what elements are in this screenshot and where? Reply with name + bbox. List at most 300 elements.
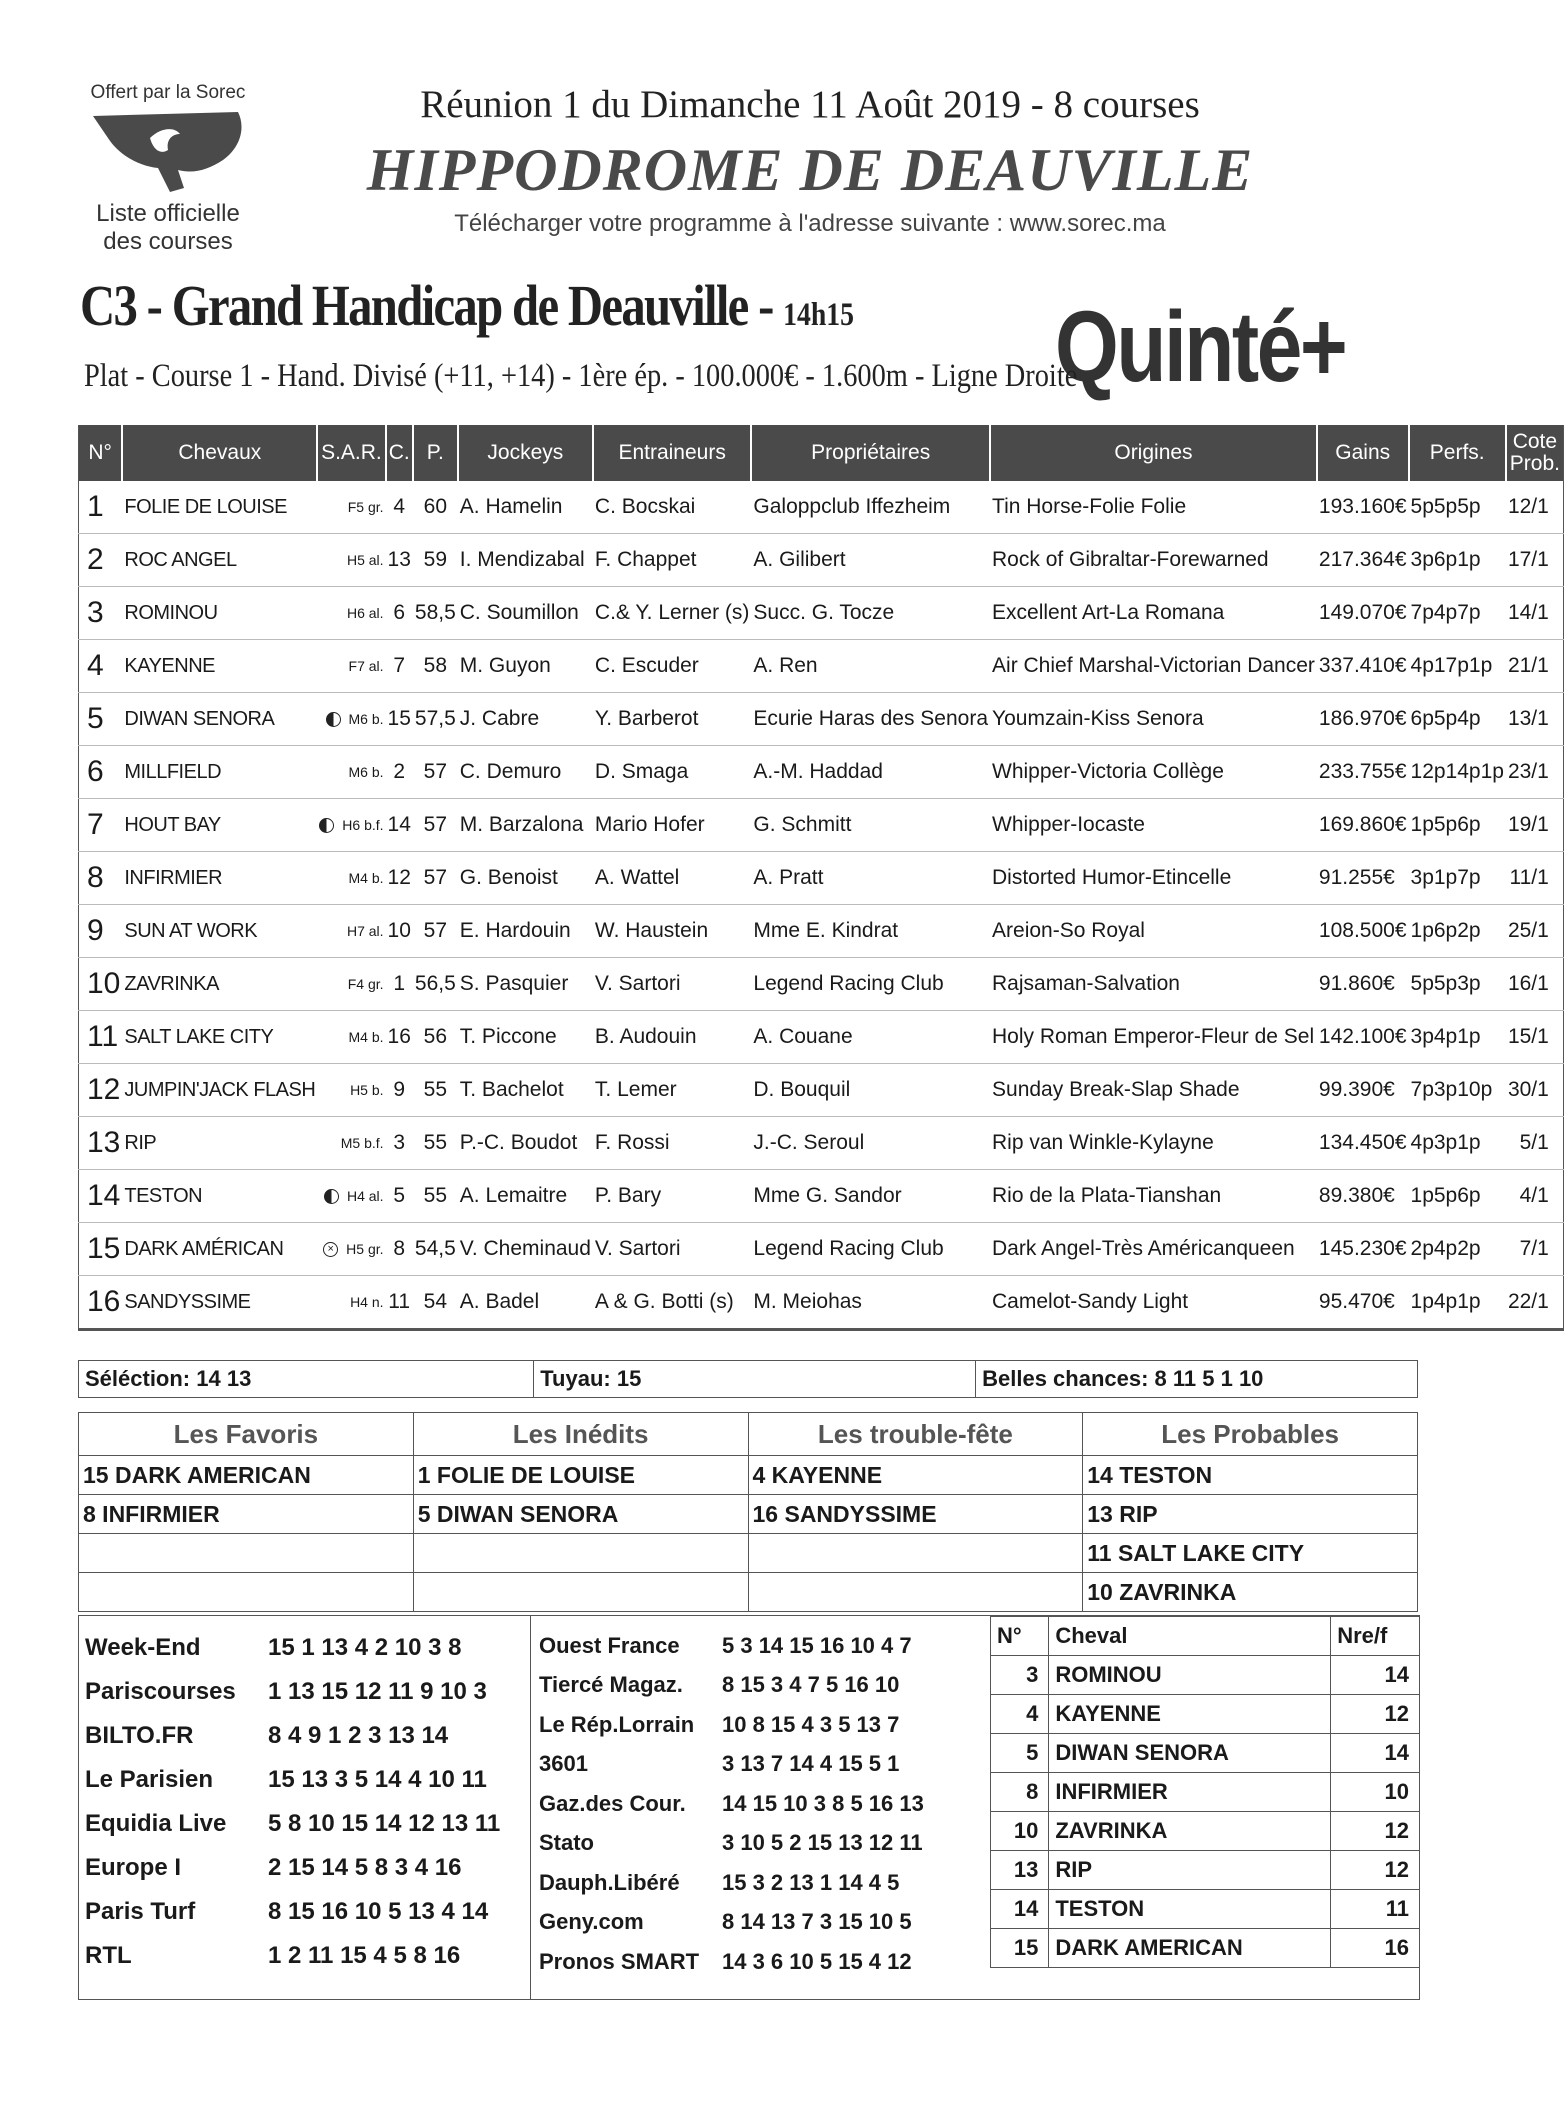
runner-draw: 7: [393, 654, 406, 677]
runner-cote-cell: [1506, 852, 1563, 905]
runner-weight-cell: [413, 1276, 458, 1330]
runner-number-cell: [79, 958, 123, 1011]
category-header: Les Favoris: [79, 1413, 414, 1456]
runner-cote: 7/1: [1519, 1237, 1549, 1260]
pronostic-row: [539, 1626, 924, 1666]
runner-sar: H4 al.: [346, 1187, 384, 1204]
runner-trainer: F. Chappet: [594, 548, 697, 571]
runner-perfs-cell: [1409, 905, 1506, 958]
runner-gains: 91.860€: [1318, 972, 1395, 995]
runner-origin-cell: [990, 587, 1317, 640]
runner-row: [79, 534, 1564, 587]
pronostic-picks: 8 4 9 1 2 3 13 14: [268, 1722, 449, 1749]
pronostic-row: [539, 1824, 924, 1864]
runner-number-cell: [79, 852, 123, 905]
runner-trainer: C.& Y. Lerner (s): [594, 601, 750, 624]
runner-owner: A. Pratt: [753, 866, 824, 889]
runner-jockey-cell: [458, 481, 593, 534]
runner-name: ZAVRINKA: [124, 972, 219, 995]
runner-name: MILLFIELD: [124, 760, 222, 783]
runner-jockey: G. Benoist: [459, 866, 558, 889]
runner-origin-cell: [990, 1117, 1317, 1170]
runner-name: FOLIE DE LOUISE: [124, 495, 287, 518]
runner-jockey-cell: [458, 587, 593, 640]
runner-weight: 55: [423, 1131, 447, 1154]
runner-draw-cell: [386, 534, 413, 587]
runner-sar-cell: [317, 905, 385, 958]
pronostic-source: Europe I: [85, 1854, 182, 1881]
runner-cote-cell: [1506, 1170, 1563, 1223]
runner-sar-cell: [317, 799, 385, 852]
runner-owner: A.-M. Haddad: [753, 760, 883, 783]
runner-name: DIWAN SENORA: [124, 707, 275, 730]
runner-trainer: Mario Hofer: [594, 813, 705, 836]
runner-weight-cell: [413, 534, 458, 587]
runner-number: 5: [87, 702, 104, 735]
runner-jockey: A. Lemaitre: [459, 1184, 568, 1207]
pronostic-picks: 14 3 6 10 5 15 4 12: [722, 1948, 912, 1974]
runner-origin-cell: [990, 1276, 1317, 1330]
pronostic-source: BILTO.FR: [85, 1722, 194, 1749]
runner-draw-cell: [386, 958, 413, 1011]
runner-sar-cell: [317, 1223, 385, 1276]
runner-cote: 16/1: [1507, 972, 1549, 995]
pronostic-picks: 2 15 14 5 8 3 4 16: [268, 1854, 462, 1881]
runner-weight-cell: [413, 1011, 458, 1064]
runner-draw: 11: [388, 1290, 411, 1313]
runner-name: ROMINOU: [124, 601, 218, 624]
runner-origin: Whipper-Iocaste: [992, 813, 1145, 836]
runner-weight-cell: [413, 746, 458, 799]
runner-row: [79, 1276, 1564, 1330]
runner-draw-cell: [386, 587, 413, 640]
runner-sar: F5 gr.: [347, 499, 384, 515]
runner-draw: 9: [393, 1078, 406, 1101]
runner-jockey: A. Badel: [459, 1290, 540, 1313]
runner-number: 4: [87, 649, 104, 682]
runner-sar: M6 b.: [348, 710, 384, 727]
tally-horse: TESTON: [1049, 1890, 1331, 1929]
runner-perfs: 3p1p7p: [1410, 866, 1481, 889]
runner-cote: 22/1: [1507, 1290, 1549, 1313]
runner-draw-cell: [386, 746, 413, 799]
tally-horse: DIWAN SENORA: [1049, 1734, 1331, 1773]
col-p: P.: [413, 425, 458, 481]
runner-owner: Legend Racing Club: [753, 1237, 944, 1260]
category-cell: 16 SANDYSSIME: [748, 1495, 1083, 1534]
runner-draw: 8: [393, 1237, 406, 1260]
runner-owner: Galoppclub Iffezheim: [753, 495, 951, 518]
runner-gains-cell: [1317, 481, 1409, 534]
runner-weight-cell: [413, 958, 458, 1011]
runner-weight: 58: [423, 654, 447, 677]
runner-cote-cell: [1506, 1223, 1563, 1276]
runner-jockey-cell: [458, 958, 593, 1011]
hippodrome-title: HIPPODROME DE DEAUVILLE: [366, 137, 1254, 203]
runner-cote: 11/1: [1509, 866, 1549, 889]
runner-jockey-cell: [458, 1064, 593, 1117]
pronostic-source: Week-End: [85, 1634, 201, 1661]
category-cell: 8 INFIRMIER: [79, 1495, 414, 1534]
runner-cote: 17/1: [1507, 548, 1549, 571]
category-cell: 10 ZAVRINKA: [1083, 1573, 1418, 1612]
runner-sar: H5 al.: [346, 552, 384, 568]
runner-row: [79, 587, 1564, 640]
runner-sar: F4 gr.: [347, 976, 384, 992]
category-cell: [748, 1573, 1083, 1612]
belles-chances-cell: Belles chances: 8 11 5 1 10: [976, 1361, 1418, 1398]
runner-trainer-cell: [593, 746, 751, 799]
pronostic-row: [539, 1942, 924, 1982]
runner-perfs: 1p5p6p: [1410, 813, 1481, 836]
download-notice: Télécharger votre programme à l'adresse suivante : www.sorec.ma: [454, 210, 1166, 237]
runner-gains-cell: [1317, 958, 1409, 1011]
runner-weight: 57,5: [414, 707, 456, 730]
tally-row: [991, 1656, 1420, 1695]
runner-owner-cell: [751, 852, 990, 905]
runner-gains-cell: [1317, 534, 1409, 587]
runner-sar: M6 b.: [348, 764, 384, 780]
runner-perfs: 6p5p4p: [1410, 707, 1481, 730]
pronostic-source: Dauph.Libéré: [539, 1869, 680, 1895]
runner-jockey-cell: [458, 1170, 593, 1223]
runner-owner: Mme E. Kindrat: [753, 919, 899, 942]
runner-sar: M4 b.: [348, 1029, 384, 1045]
runner-trainer: V. Sartori: [594, 1237, 681, 1260]
course-subtitle: Plat - Course 1 - Hand. Divisé (+11, +14) - 1ère ép. - 100.000€ - 1.600m - Ligne Droite: [84, 358, 1078, 394]
col-perfs: Perfs.: [1409, 425, 1506, 481]
runner-weight: 54: [423, 1290, 447, 1313]
runner-draw: 16: [387, 1025, 411, 1048]
runner-perfs: 1p5p6p: [1410, 1184, 1481, 1207]
logo-offert-text: Offert par la Sorec: [90, 82, 246, 103]
category-cell: [413, 1573, 748, 1612]
runner-cote-cell: [1506, 1011, 1563, 1064]
pronostic-picks: 8 14 13 7 3 15 10 5: [722, 1909, 912, 1935]
runner-origin-cell: [990, 1011, 1317, 1064]
pronostic-row: [539, 1903, 924, 1943]
horse-logo-icon: [88, 108, 248, 198]
runner-owner-cell: [751, 905, 990, 958]
runner-number-cell: [79, 534, 123, 587]
pronostic-picks: 8 15 3 4 7 5 16 10: [722, 1672, 900, 1698]
runner-trainer-cell: [593, 693, 751, 746]
runner-perfs-cell: [1409, 1117, 1506, 1170]
runner-trainer-cell: [593, 1170, 751, 1223]
runner-perfs-cell: [1409, 481, 1506, 534]
runner-jockey-cell: [458, 1276, 593, 1330]
runner-cote-cell: [1506, 1276, 1563, 1330]
runner-trainer: A & G. Botti (s): [594, 1290, 734, 1313]
runner-owner: Succ. G. Tocze: [753, 601, 895, 624]
category-cell: 15 DARK AMERICAN: [79, 1456, 414, 1495]
pronostic-picks: 15 13 3 5 14 4 10 11: [268, 1766, 487, 1793]
runner-sar: H7 al.: [346, 923, 384, 939]
runner-cote: 4/1: [1519, 1184, 1549, 1207]
runner-perfs: 5p5p3p: [1410, 972, 1481, 995]
runner-origin: Rio de la Plata-Tianshan: [992, 1184, 1222, 1207]
runner-jockey: A. Hamelin: [459, 495, 563, 518]
runner-perfs: 5p5p5p: [1410, 495, 1481, 518]
pronostic-row: [85, 1670, 500, 1714]
runner-gains: 108.500€: [1318, 919, 1407, 942]
runner-number: 8: [87, 861, 104, 894]
runner-origin-cell: [990, 905, 1317, 958]
tally-horse: DARK AMERICAN: [1049, 1929, 1331, 1968]
tally-count: 12: [1331, 1812, 1420, 1851]
runner-owner-cell: [751, 640, 990, 693]
runner-origin: Distorted Humor-Etincelle: [992, 866, 1232, 889]
runner-number: 12: [87, 1073, 121, 1106]
runner-number-cell: [79, 1276, 123, 1330]
runner-cote: 5/1: [1519, 1131, 1549, 1154]
runner-weight-cell: [413, 587, 458, 640]
runner-trainer-cell: [593, 1276, 751, 1330]
runner-jockey-cell: [458, 746, 593, 799]
equipment-blinkers-icon: [319, 818, 334, 833]
runner-cote: 23/1: [1507, 760, 1549, 783]
runner-name: ROC ANGEL: [124, 548, 237, 571]
runner-sar-cell: [317, 640, 385, 693]
runner-gains-cell: [1317, 1117, 1409, 1170]
runner-trainer: A. Wattel: [594, 866, 680, 889]
runner-draw-cell: [386, 481, 413, 534]
runner-owner-cell: [751, 1170, 990, 1223]
tally-number: 15: [991, 1929, 1049, 1968]
runner-origin-cell: [990, 1170, 1317, 1223]
runner-origin: Air Chief Marshal-Victorian Dancer: [992, 654, 1315, 677]
runner-draw: 15: [387, 707, 411, 730]
pronostic-source: Pariscourses: [85, 1678, 236, 1705]
runner-name-cell: [122, 1064, 317, 1117]
runner-owner-cell: [751, 799, 990, 852]
runner-origin: Sunday Break-Slap Shade: [992, 1078, 1240, 1101]
category-cell: 14 TESTON: [1083, 1456, 1418, 1495]
runner-number: 3: [87, 596, 104, 629]
runner-row: [79, 1170, 1564, 1223]
tally-table: [990, 1616, 1420, 1968]
runner-name: TESTON: [124, 1184, 203, 1207]
runner-sar-cell: [317, 481, 385, 534]
sorec-logo: [78, 82, 258, 255]
runner-cote-cell: [1506, 1064, 1563, 1117]
col-num: N°: [79, 425, 123, 481]
tally-row: [991, 1812, 1420, 1851]
runner-draw: 5: [393, 1184, 406, 1207]
runner-gains: 91.255€: [1318, 866, 1395, 889]
runner-trainer-cell: [593, 1223, 751, 1276]
runner-row: [79, 1223, 1564, 1276]
tally-number: 13: [991, 1851, 1049, 1890]
tally-number: 10: [991, 1812, 1049, 1851]
runner-weight-cell: [413, 1064, 458, 1117]
runner-number-cell: [79, 1064, 123, 1117]
runner-perfs: 3p6p1p: [1410, 548, 1481, 571]
runner-row: [79, 1064, 1564, 1117]
runner-owner-cell: [751, 746, 990, 799]
runner-gains: 337.410€: [1318, 654, 1407, 677]
runner-gains-cell: [1317, 799, 1409, 852]
runner-number: 6: [87, 755, 104, 788]
runner-owner: Legend Racing Club: [753, 972, 944, 995]
tally-header: N°: [991, 1617, 1049, 1656]
category-header: Les trouble-fête: [748, 1413, 1083, 1456]
pronostic-picks: 14 15 10 3 8 5 16 13: [722, 1790, 924, 1816]
runner-name-cell: [122, 746, 317, 799]
runner-origin: Rip van Winkle-Kylayne: [992, 1131, 1214, 1154]
tally-header: Nre/f: [1331, 1617, 1420, 1656]
runner-cote-cell: [1506, 746, 1563, 799]
runner-owner-cell: [751, 1223, 990, 1276]
runner-name: KAYENNE: [124, 654, 215, 677]
runner-jockey: T. Piccone: [459, 1025, 557, 1048]
runner-sar-cell: [317, 1064, 385, 1117]
runner-trainer-cell: [593, 481, 751, 534]
runner-number: 11: [87, 1020, 119, 1053]
runner-perfs-cell: [1409, 1170, 1506, 1223]
runner-cote: 30/1: [1507, 1078, 1549, 1101]
runner-owner-cell: [751, 958, 990, 1011]
category-cell: 11 SALT LAKE CITY: [1083, 1534, 1418, 1573]
runner-jockey: E. Hardouin: [459, 919, 571, 942]
runner-draw: 6: [393, 601, 406, 624]
runner-weight-cell: [413, 1117, 458, 1170]
runner-number: 16: [87, 1285, 121, 1318]
tally-number: 3: [991, 1656, 1049, 1695]
runner-gains-cell: [1317, 1170, 1409, 1223]
runner-name-cell: [122, 640, 317, 693]
tally-count: 11: [1331, 1890, 1420, 1929]
runner-trainer-cell: [593, 1117, 751, 1170]
runner-gains: 95.470€: [1318, 1290, 1395, 1313]
pronostic-picks: 8 15 16 10 5 13 4 14: [268, 1898, 489, 1925]
runner-draw-cell: [386, 640, 413, 693]
runner-sar: H4 n.: [350, 1294, 384, 1310]
col-cote: [1506, 425, 1563, 481]
runner-draw-cell: [386, 1064, 413, 1117]
runner-jockey-cell: [458, 799, 593, 852]
runner-jockey: V. Cheminaud: [459, 1237, 591, 1260]
runner-weight: 57: [423, 813, 447, 836]
quinte-badge: Quinté+: [1055, 291, 1346, 403]
pronostic-picks: 5 8 10 15 14 12 13 11: [268, 1810, 501, 1837]
runner-origin-cell: [990, 746, 1317, 799]
runner-weight-cell: [413, 481, 458, 534]
runner-draw: 1: [393, 972, 406, 995]
runner-perfs-cell: [1409, 746, 1506, 799]
runner-trainer: Y. Barberot: [594, 707, 699, 730]
categories-table: [78, 1412, 1418, 1612]
col-name: Chevaux: [122, 425, 317, 481]
runner-number-cell: [79, 746, 123, 799]
runner-number-cell: [79, 693, 123, 746]
category-header: Les Probables: [1083, 1413, 1418, 1456]
runner-perfs-cell: [1409, 587, 1506, 640]
runner-trainer: T. Lemer: [594, 1078, 677, 1101]
runner-origin: Camelot-Sandy Light: [992, 1290, 1189, 1313]
runner-draw: 14: [387, 813, 411, 836]
runner-gains: 145.230€: [1318, 1237, 1407, 1260]
selection-bar: [78, 1360, 1418, 1398]
runner-cote: 19/1: [1507, 813, 1549, 836]
runner-owner: G. Schmitt: [753, 813, 852, 836]
course-time: 14h15: [783, 297, 855, 333]
runner-sar: H5 gr.: [346, 1240, 384, 1257]
runner-row: [79, 799, 1564, 852]
runner-number-cell: [79, 587, 123, 640]
runner-draw-cell: [386, 693, 413, 746]
runner-jockey-cell: [458, 640, 593, 693]
selection-cell: Séléction: 14 13: [79, 1361, 534, 1398]
runner-origin: Rock of Gibraltar-Forewarned: [992, 548, 1269, 571]
runner-jockey-cell: [458, 693, 593, 746]
pronostic-source: Stato: [539, 1830, 594, 1856]
runner-name-cell: [122, 587, 317, 640]
runner-perfs: 4p3p1p: [1410, 1131, 1481, 1154]
runner-jockey: P.-C. Boudot: [459, 1131, 578, 1154]
runner-gains-cell: [1317, 1011, 1409, 1064]
runner-weight: 57: [423, 919, 447, 942]
runner-trainer: C. Bocskai: [594, 495, 696, 518]
runner-name-cell: [122, 481, 317, 534]
pronostic-source: 3601: [539, 1751, 588, 1777]
pronostic-picks: 3 13 7 14 4 15 5 1: [722, 1751, 900, 1777]
runner-name-cell: [122, 958, 317, 1011]
pronostic-picks: 1 13 15 12 11 9 10 3: [268, 1678, 487, 1705]
pronostic-source: Geny.com: [539, 1909, 644, 1935]
pronostic-source: Ouest France: [539, 1632, 680, 1658]
runner-origin-cell: [990, 640, 1317, 693]
runner-number-cell: [79, 1223, 123, 1276]
runner-jockey: M. Guyon: [459, 654, 551, 677]
runner-jockey-cell: [458, 1117, 593, 1170]
runner-sar: H6 b.f.: [342, 816, 384, 833]
runner-perfs: 4p17p1p: [1410, 654, 1493, 677]
runner-weight: 60: [423, 495, 447, 518]
runner-sar: M5 b.f.: [340, 1135, 384, 1151]
pronostic-row: [85, 1626, 500, 1670]
runner-trainer-cell: [593, 1011, 751, 1064]
runner-origin: Youmzain-Kiss Senora: [992, 707, 1204, 730]
tally-count: 16: [1331, 1929, 1420, 1968]
runner-sar-cell: [317, 746, 385, 799]
runner-name-cell: [122, 1170, 317, 1223]
runner-origin: Areion-So Royal: [992, 919, 1145, 942]
runner-perfs-cell: [1409, 958, 1506, 1011]
runner-gains: 186.970€: [1318, 707, 1407, 730]
pronostics-divider: [530, 1616, 531, 1999]
course-title: [80, 272, 854, 339]
runner-name: HOUT BAY: [124, 813, 221, 836]
runner-draw-cell: [386, 1011, 413, 1064]
runner-origin: Dark Angel-Très Américanqueen: [992, 1237, 1295, 1260]
runner-weight: 57: [423, 760, 447, 783]
runner-name: INFIRMIER: [124, 866, 223, 889]
runner-draw-cell: [386, 799, 413, 852]
runner-owner-cell: [751, 481, 990, 534]
runners-header-row: [79, 425, 1564, 481]
runner-name-cell: [122, 693, 317, 746]
logo-liste-line2: des courses: [103, 228, 233, 255]
reunion-heading: Réunion 1 du Dimanche 11 Août 2019 - 8 courses: [420, 83, 1200, 126]
runner-number-cell: [79, 799, 123, 852]
tally-number: 8: [991, 1773, 1049, 1812]
runner-number: 14: [87, 1179, 121, 1212]
runner-number: 9: [87, 914, 104, 947]
pronostic-source: RTL: [85, 1942, 132, 1969]
runner-row: [79, 1011, 1564, 1064]
runner-owner-cell: [751, 1011, 990, 1064]
